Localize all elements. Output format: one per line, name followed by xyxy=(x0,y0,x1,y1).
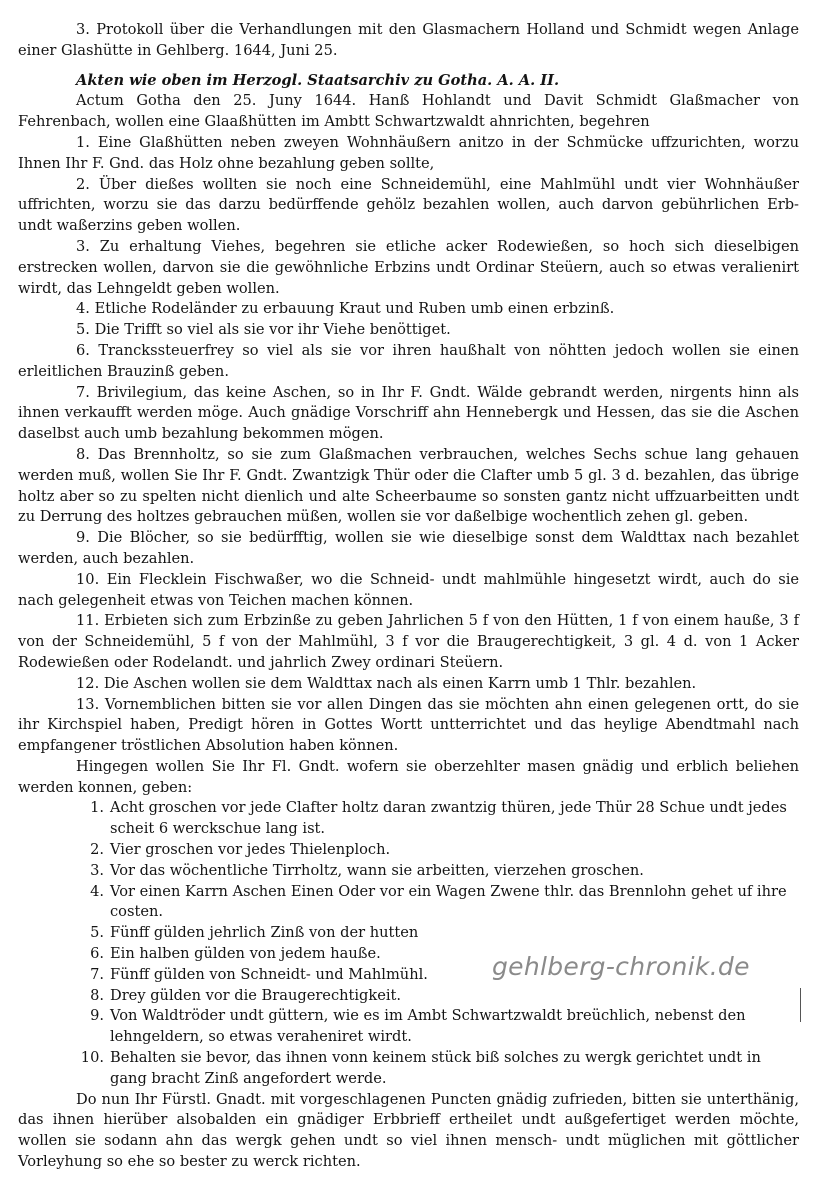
request-paragraph: 4. Etliche Rodeländer zu erbauung Kraut und Ruben umb einen erbzinß. xyxy=(76,300,615,318)
request-paragraph: 10. Ein Flecklein Fischwaßer, wo die Schneid- undt mahlmühle hingesetzt wirdt, auch do sie nach gelegenheit etwas von Teichen machen können. xyxy=(18,570,799,609)
offer-number: 5. xyxy=(90,924,104,942)
hingegen-paragraph: Hingegen wollen Sie Ihr Fl. Gndt. wofern sie oberzehlter masen gnädig und erblich beliehen werden konnen, geben: xyxy=(18,757,799,796)
offer-text: Vor einen Karrn Aschen Einen Oder vor ein Wagen Zwene thlr. das Brennlohn gehet uf ihre costen. xyxy=(110,882,787,921)
document-title: 3. Protokoll über die Verhandlungen mit den Glasmachern Holland und Schmidt wegen Anlage einer Glashütte in Gehlberg. 1644, Juni 25. xyxy=(18,21,799,59)
offer-item xyxy=(18,986,799,1007)
offer-item xyxy=(18,1048,799,1090)
offer-text: Behalten sie bevor, das ihnen vonn keinem stück biß solches zu wergk gerichtet undt in gang bracht Zinß angefordert werde. xyxy=(110,1049,761,1087)
offer-text: Von Waldtröder undt güttern, wie es im Ambt Schwartzwaldt breüchlich, nebenst den lehngeldern, so etwas veraheniret wirdt. xyxy=(110,1007,746,1046)
offer-text: Fünff gülden jehrlich Zinß von der hutten xyxy=(110,924,419,942)
request-paragraph: 9. Die Blöcher, so sie bedürfftig, wollen sie wie dieselbige sonst dem Waldttax nach bezahlet werden, auch bezahlen. xyxy=(18,529,799,567)
request-paragraph: 3. Zu erhaltung Viehes, begehren sie etliche acker Rodewießen, so hoch sich dieselbigen erstrecken wollen, darvon sie die gewöhnliche Erbzins undt Ordinar Steüern, auch so etwas veralienirt wirdt, das Lehngeldt geben wollen. xyxy=(18,237,799,297)
offer-number: 10. xyxy=(80,1049,104,1067)
request-paragraph: 5. Die Trifft so viel als sie vor ihr Viehe benöttiget. xyxy=(76,321,451,339)
request-paragraph: 2. Über dießes wollten sie noch eine Schneidemühl, eine Mahlmühl undt vier Wohnhäußer uffrichten, worzu sie das darzu bedürffende gehölz bezahlen wollen, auch darvon gebührlichen Erb- undt waßerzins geben wollen. xyxy=(18,175,799,235)
request-paragraph: 7. Brivilegium, das keine Aschen, so in Ihr F. Gndt. Wälde gebrandt werden, nirgents hinn als ihnen verkaufft werden möge. Auch gnädige Vorschriff ahn Hennebergk und Hessen, das sie die Aschen daselbst auch umb bezahlung bekommen mögen. xyxy=(18,383,799,443)
offer-text: Fünff gülden von Schneidt- und Mahlmühl. xyxy=(110,965,428,983)
offer-number: 1. xyxy=(90,799,104,817)
closing-paragraph: Do nun Ihr Fürstl. Gnadt. mit vorgeschlagenen Puncten gnädig zufrieden, bitten sie unterthänig, das ihnen hierüber alsobalden ein gnädiger Erbbrieff ertheilet undt außgefertiget werden möchte, wollen sie sodann ahn das wergk gehen undt so viel ihnen mensch- undt müglichen mit göttlicher Vorleyhung so ehe so bester zu werck richten. xyxy=(18,1090,799,1171)
offer-item xyxy=(18,861,799,882)
request-paragraph: 6. Tranckssteuerfrey so viel als sie vor ihren haußhalt von nöhtten jedoch wollen sie einen erleitlichen Brauzinß geben. xyxy=(18,341,799,380)
offer-item xyxy=(18,1006,799,1048)
request-paragraph: 1. Eine Glaßhütten neben zweyen Wohnhäußern anitzo in der Schmücke uffzurichten, worzu Ihnen Ihr F. Gnd. das Holz ohne bezahlung geben sollte, xyxy=(18,133,799,172)
offer-number: 4. xyxy=(90,882,104,900)
offer-list xyxy=(18,798,799,1089)
document-page xyxy=(18,20,799,1173)
offer-text: Drey gülden vor die Braugerechtigkeit. xyxy=(110,986,402,1004)
intro-paragraph: Actum Gotha den 25. Juny 1644. Hanß Hohlandt und Davit Schmidt Glaßmacher von Fehrenbach, wollen eine Glaaßhütten im Ambtt Schwartzwaldt ahnrichten, begehren xyxy=(18,92,799,131)
request-paragraph: 13. Vornemblichen bitten sie vor allen Dingen das sie möchten ahn einen gelegenen ortt, do sie ihr Kirchspiel haben, Predigt hören in Gottes Wortt untterrichtet und das heylige Abendtmahl nach empfangener tröstlichen Absolution haben können. xyxy=(18,695,799,755)
offer-number: 3. xyxy=(90,861,104,879)
offer-item xyxy=(18,798,799,840)
offer-text: Vor das wöchentliche Tirrholtz, wann sie arbeitten, vierzehen groschen. xyxy=(110,861,644,879)
offer-text: Ein halben gülden von jedem hauße. xyxy=(110,945,381,963)
offer-item xyxy=(18,923,799,944)
offer-text: Vier groschen vor jedes Thielenploch. xyxy=(110,841,391,859)
offer-text: Acht groschen vor jede Clafter holtz daran zwantzig thüren, jede Thür 28 Schue undt jedes scheit 6 werckschue lang ist. xyxy=(110,799,787,838)
request-paragraph: 12. Die Aschen wollen sie dem Waldttax nach als einen Karrn umb 1 Thlr. bezahlen. xyxy=(76,674,697,692)
watermark: gehlberg-chronik.de xyxy=(492,952,750,981)
offer-number: 7. xyxy=(90,965,104,983)
request-paragraph: 8. Das Brennholtz, so sie zum Glaßmachen verbrauchen, welches Sechs schue lang gehauen werden muß, wollen Sie Ihr F. Gndt. Zwantzigk Thür oder die Clafter umb 5 gl. 3 d. bezahlen, das übrige holtz aber so zu spelten nicht dienlich und alte Scheerbaume so sonsten gantz nicht uffzuarbeitten undt zu Derrung des holtzes gebrauchen müßen, wollen sie vor daßelbige wochentlich zehen gl. geben. xyxy=(18,445,799,526)
request-paragraph: 11. Erbieten sich zum Erbzinße zu geben Jahrlichen 5 f von den Hütten, 1 f von einem hauße, 3 f von der Schneidemühl, 5 f von der Mahlmühl, 3 f vor die Braugerechtigkeit, 3 gl. 4 d. von 1 Acker Rodewießen oder Rodelandt. und jahrlich Zwey ordinari Steüern. xyxy=(18,612,799,671)
source-heading: Akten wie oben im Herzogl. Staatsarchiv zu Gotha. A. A. II. xyxy=(76,71,560,89)
offer-item xyxy=(18,840,799,861)
offer-number: 8. xyxy=(90,986,104,1004)
margin-rule xyxy=(800,988,801,1022)
offer-item xyxy=(18,882,799,924)
offer-number: 6. xyxy=(90,945,104,963)
offer-number: 9. xyxy=(90,1007,104,1025)
offer-number: 2. xyxy=(90,841,104,859)
